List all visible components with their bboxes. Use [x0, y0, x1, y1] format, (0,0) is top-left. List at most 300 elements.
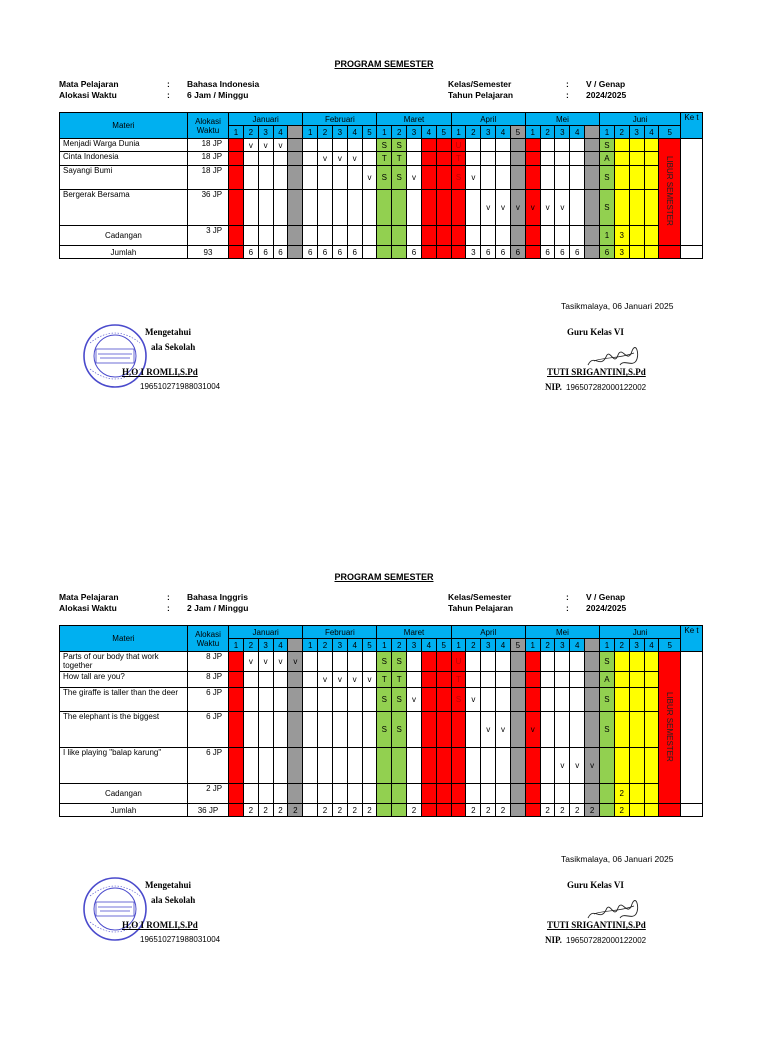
week-cell: v: [273, 139, 288, 152]
jumlah-cell: [377, 804, 392, 817]
header-week: 1: [229, 639, 244, 652]
week-cell: [229, 226, 244, 246]
week-cell: [496, 748, 511, 784]
week-cell: T: [392, 672, 407, 688]
school-stamp: [82, 323, 148, 389]
week-cell: [318, 748, 333, 784]
header-week: 1: [303, 639, 318, 652]
mengetahui-label: Mengetahui: [145, 880, 191, 890]
week-cell: [332, 190, 347, 226]
meta-label: Mata Pelajaran: [59, 592, 119, 602]
week-cell: [273, 712, 288, 748]
week-cell: [451, 784, 466, 804]
header-week: 4: [421, 639, 436, 652]
week-cell: [496, 688, 511, 712]
week-cell: [318, 166, 333, 190]
table-row: [60, 672, 703, 688]
week-cell: [644, 748, 659, 784]
week-cell: [629, 652, 644, 672]
week-cell: [332, 784, 347, 804]
week-cell: [585, 652, 600, 672]
jumlah-cell: 2: [258, 804, 273, 817]
week-cell: [540, 748, 555, 784]
jumlah-cell: [451, 804, 466, 817]
week-cell: 3: [614, 226, 629, 246]
subject-meta: [59, 79, 259, 101]
week-cell: [421, 688, 436, 712]
week-cell: v: [525, 190, 540, 226]
ket-libur-semester: LIBUR SEMESTER: [665, 156, 675, 226]
table-row: [60, 139, 703, 152]
materi-cell: Sayangi Bumi: [60, 166, 188, 190]
week-cell: [288, 152, 303, 166]
ket-libur-semester: LIBUR SEMESTER: [665, 691, 675, 762]
week-cell: [347, 190, 362, 226]
materi-cell: The giraffe is taller than the deer: [60, 688, 188, 712]
week-cell: [288, 139, 303, 152]
meta-colon: :: [566, 79, 569, 89]
week-cell: [243, 784, 258, 804]
week-cell: v: [347, 672, 362, 688]
header-week: 1: [303, 126, 318, 139]
week-cell: S: [451, 688, 466, 712]
week-cell: [570, 226, 585, 246]
week-cell: [659, 139, 681, 246]
week-cell: [318, 652, 333, 672]
week-cell: [421, 652, 436, 672]
jumlah-cell: [377, 246, 392, 259]
jumlah-cell: [585, 246, 600, 259]
week-cell: [570, 152, 585, 166]
week-cell: v: [555, 190, 570, 226]
week-cell: [510, 748, 525, 784]
header-week: 3: [258, 126, 273, 139]
week-cell: [614, 166, 629, 190]
meta-label: Tahun Pelajaran: [448, 603, 514, 613]
week-cell: [377, 748, 392, 784]
week-cell: U: [451, 139, 466, 152]
meta-value: 2 Jam / Minggu: [187, 603, 249, 613]
week-cell: [540, 672, 555, 688]
week-cell: [377, 190, 392, 226]
week-cell: S: [392, 688, 407, 712]
week-cell: [362, 688, 377, 712]
week-cell: [659, 652, 681, 804]
week-cell: [421, 139, 436, 152]
jumlah-row: [60, 246, 703, 259]
week-cell: [436, 688, 451, 712]
header-week: 5: [362, 126, 377, 139]
week-cell: [585, 139, 600, 152]
week-cell: [288, 190, 303, 226]
header-month: Februari: [303, 626, 377, 639]
jumlah-cell: 6: [510, 246, 525, 259]
jumlah-cell: [392, 246, 407, 259]
header-month: Mei: [525, 626, 599, 639]
week-cell: v: [362, 166, 377, 190]
week-cell: [273, 152, 288, 166]
week-cell: [644, 712, 659, 748]
week-cell: [614, 652, 629, 672]
meta-label: Mata Pelajaran: [59, 79, 119, 89]
guru-name: TUTI SRIGANTINI,S.Pd: [547, 920, 646, 930]
week-cell: [332, 166, 347, 190]
week-cell: [273, 166, 288, 190]
week-cell: S: [600, 166, 615, 190]
meta-label: Kelas/Semester: [448, 592, 512, 602]
meta-value: Bahasa Indonesia: [187, 79, 260, 89]
week-cell: v: [332, 152, 347, 166]
week-cell: [288, 226, 303, 246]
week-cell: [303, 652, 318, 672]
week-cell: [392, 226, 407, 246]
week-cell: [510, 672, 525, 688]
week-cell: [288, 672, 303, 688]
header-week: 3: [555, 639, 570, 652]
jumlah-jp: 93: [187, 246, 228, 259]
week-cell: [614, 688, 629, 712]
week-cell: [436, 226, 451, 246]
week-cell: [629, 712, 644, 748]
materi-cell: How tall are you?: [60, 672, 188, 688]
header-week: 3: [481, 639, 496, 652]
jp-cell: 2 JP: [187, 784, 228, 804]
week-cell: [525, 166, 540, 190]
week-cell: [481, 672, 496, 688]
week-cell: [273, 226, 288, 246]
jp-cell: 6 JP: [187, 712, 228, 748]
jumlah-cell: 2: [318, 804, 333, 817]
week-cell: [407, 226, 422, 246]
place-date: Tasikmalaya, 06 Januari 2025: [561, 854, 674, 864]
materi-cell: Parts of our body that work together: [60, 652, 188, 672]
week-cell: [303, 139, 318, 152]
materi-cell: I like playing "balap karung": [60, 748, 188, 784]
week-cell: [585, 190, 600, 226]
week-cell: [555, 152, 570, 166]
header-week: 2: [392, 126, 407, 139]
jumlah-cell: [303, 804, 318, 817]
week-cell: v: [258, 139, 273, 152]
week-cell: v: [496, 190, 511, 226]
week-cell: [585, 152, 600, 166]
week-cell: [451, 226, 466, 246]
week-cell: [421, 190, 436, 226]
jumlah-cell: [510, 804, 525, 817]
meta-value: V / Genap: [586, 79, 626, 89]
week-cell: [421, 152, 436, 166]
week-cell: [229, 190, 244, 226]
week-cell: [600, 748, 615, 784]
mengetahui-label: Mengetahui: [145, 327, 191, 337]
week-cell: [614, 152, 629, 166]
week-cell: [288, 712, 303, 748]
week-cell: [347, 652, 362, 672]
header-month: Mei: [525, 113, 599, 126]
jp-cell: 18 JP: [187, 166, 228, 190]
week-cell: [510, 166, 525, 190]
header-week: 3: [629, 639, 644, 652]
week-cell: [332, 226, 347, 246]
meta-value: 2024/2025: [586, 603, 627, 613]
week-cell: [436, 784, 451, 804]
week-cell: S: [377, 139, 392, 152]
jumlah-jp: 36 JP: [187, 804, 228, 817]
week-cell: [407, 190, 422, 226]
jumlah-cell: 6: [496, 246, 511, 259]
week-cell: [243, 190, 258, 226]
week-cell: [481, 139, 496, 152]
jumlah-cell: 2: [243, 804, 258, 817]
jumlah-cell: [629, 804, 644, 817]
week-cell: [303, 672, 318, 688]
jumlah-cell: [659, 804, 681, 817]
week-cell: [362, 712, 377, 748]
jumlah-cell: [288, 246, 303, 259]
meta-label: Tahun Pelajaran: [448, 90, 514, 100]
week-cell: [303, 152, 318, 166]
week-cell: [585, 712, 600, 748]
week-cell: v: [243, 139, 258, 152]
week-cell: S: [451, 166, 466, 190]
header-week: 4: [347, 126, 362, 139]
week-cell: [243, 688, 258, 712]
jp-cell: 3 JP: [187, 226, 228, 246]
week-cell: [644, 226, 659, 246]
kepsek-nip: 196510271988031004: [140, 382, 221, 391]
week-cell: [258, 190, 273, 226]
week-cell: S: [600, 652, 615, 672]
week-cell: [436, 139, 451, 152]
program-semester-sheet: [0, 55, 768, 525]
week-cell: [243, 226, 258, 246]
week-cell: v: [347, 152, 362, 166]
header-week: [585, 639, 600, 652]
week-cell: [303, 748, 318, 784]
week-cell: [481, 748, 496, 784]
week-cell: v: [510, 190, 525, 226]
week-cell: [421, 748, 436, 784]
week-cell: [629, 166, 644, 190]
jp-cell: 8 JP: [187, 672, 228, 688]
meta-colon: :: [167, 90, 170, 100]
week-cell: [258, 166, 273, 190]
week-cell: [229, 652, 244, 672]
week-cell: [629, 190, 644, 226]
jumlah-cell: 6: [481, 246, 496, 259]
week-cell: [421, 784, 436, 804]
jumlah-cell: 2: [496, 804, 511, 817]
week-cell: [629, 748, 644, 784]
guru-nip: 196507282000122002: [566, 383, 647, 392]
jumlah-cell: 2: [570, 804, 585, 817]
week-cell: [466, 672, 481, 688]
week-cell: [303, 226, 318, 246]
week-cell: [436, 152, 451, 166]
week-cell: v: [481, 712, 496, 748]
meta-label: Alokasi Waktu: [59, 603, 117, 613]
week-cell: [392, 748, 407, 784]
table-row: [60, 688, 703, 712]
header-week: 4: [570, 126, 585, 139]
jumlah-cell: 2: [540, 804, 555, 817]
week-cell: [570, 712, 585, 748]
week-cell: [614, 190, 629, 226]
header-week: 4: [273, 126, 288, 139]
week-cell: [377, 784, 392, 804]
header-week: 3: [258, 639, 273, 652]
table-row: [60, 190, 703, 226]
week-cell: [540, 712, 555, 748]
jumlah-cell: 2: [362, 804, 377, 817]
header-week: 2: [540, 639, 555, 652]
jp-cell: 6 JP: [187, 688, 228, 712]
week-cell: [407, 652, 422, 672]
class-meta: [448, 79, 626, 101]
jumlah-label: Jumlah: [60, 246, 188, 259]
week-cell: 1: [600, 226, 615, 246]
week-cell: [540, 226, 555, 246]
header-week: 5: [436, 639, 451, 652]
week-cell: [481, 784, 496, 804]
table-row: [60, 652, 703, 672]
week-cell: [421, 672, 436, 688]
week-cell: [466, 712, 481, 748]
week-cell: [347, 784, 362, 804]
week-cell: [229, 784, 244, 804]
header-week: 3: [407, 126, 422, 139]
week-cell: [362, 784, 377, 804]
week-cell: [303, 712, 318, 748]
week-cell: [540, 688, 555, 712]
week-cell: [303, 688, 318, 712]
header-week: 2: [318, 126, 333, 139]
week-cell: S: [600, 139, 615, 152]
week-cell: [407, 152, 422, 166]
week-cell: [362, 748, 377, 784]
week-cell: [614, 712, 629, 748]
week-cell: [258, 748, 273, 784]
week-cell: [614, 672, 629, 688]
week-cell: [436, 712, 451, 748]
header-week: 1: [229, 126, 244, 139]
week-cell: [540, 652, 555, 672]
week-cell: [644, 139, 659, 152]
header-week: 1: [525, 126, 540, 139]
week-cell: [362, 652, 377, 672]
week-cell: [318, 784, 333, 804]
schedule-table: [59, 112, 703, 259]
jumlah-cell: [644, 246, 659, 259]
jumlah-cell: 2: [466, 804, 481, 817]
jumlah-cell: 6: [570, 246, 585, 259]
header-week: 2: [392, 639, 407, 652]
week-cell: [466, 226, 481, 246]
week-cell: S: [392, 166, 407, 190]
week-cell: [466, 784, 481, 804]
week-cell: [258, 152, 273, 166]
week-cell: [510, 152, 525, 166]
week-cell: [451, 712, 466, 748]
header-week: 5: [659, 639, 681, 652]
week-cell: [510, 139, 525, 152]
week-cell: [332, 139, 347, 152]
meta-value: V / Genap: [586, 592, 626, 602]
week-cell: S: [392, 139, 407, 152]
jumlah-cell: [362, 246, 377, 259]
week-cell: v: [570, 748, 585, 784]
week-cell: A: [600, 672, 615, 688]
jumlah-cell: [451, 246, 466, 259]
week-cell: [555, 652, 570, 672]
meta-colon: :: [167, 592, 170, 602]
week-cell: [570, 652, 585, 672]
header-week: 3: [629, 126, 644, 139]
week-cell: [466, 190, 481, 226]
week-cell: [332, 688, 347, 712]
header-month: Januari: [229, 113, 303, 126]
materi-cell: Bergerak Bersama: [60, 190, 188, 226]
week-cell: [392, 784, 407, 804]
week-cell: v: [540, 190, 555, 226]
week-cell: [258, 688, 273, 712]
week-cell: [229, 139, 244, 152]
week-cell: [555, 672, 570, 688]
week-cell: [496, 672, 511, 688]
header-week: 1: [451, 126, 466, 139]
week-cell: [421, 166, 436, 190]
week-cell: [555, 139, 570, 152]
week-cell: [555, 784, 570, 804]
week-cell: [347, 688, 362, 712]
guru-nip-label: NIP.: [545, 935, 562, 945]
week-cell: [407, 784, 422, 804]
header-week: [585, 126, 600, 139]
jumlah-cell: 2: [555, 804, 570, 817]
week-cell: [407, 748, 422, 784]
header-week: 5: [510, 126, 525, 139]
jumlah-cell: 6: [347, 246, 362, 259]
week-cell: [540, 166, 555, 190]
week-cell: [644, 652, 659, 672]
week-cell: [496, 652, 511, 672]
week-cell: [436, 652, 451, 672]
week-cell: S: [600, 712, 615, 748]
table-row: [60, 784, 703, 804]
week-cell: [496, 784, 511, 804]
week-cell: v: [555, 748, 570, 784]
week-cell: [525, 748, 540, 784]
meta-colon: :: [167, 603, 170, 613]
week-cell: v: [407, 688, 422, 712]
header-week: 4: [347, 639, 362, 652]
header-month: Maret: [377, 626, 451, 639]
jumlah-cell: [421, 246, 436, 259]
week-cell: [407, 139, 422, 152]
header-week: 1: [451, 639, 466, 652]
week-cell: [525, 672, 540, 688]
week-cell: [362, 139, 377, 152]
week-cell: S: [377, 166, 392, 190]
jumlah-cell: [392, 804, 407, 817]
week-cell: S: [377, 652, 392, 672]
table-row: [60, 166, 703, 190]
week-cell: [629, 672, 644, 688]
kepsek-name: H.O I ROMLI,S.Pd: [122, 367, 198, 377]
header-week: 2: [614, 639, 629, 652]
header-month: April: [451, 626, 525, 639]
week-cell: [451, 190, 466, 226]
